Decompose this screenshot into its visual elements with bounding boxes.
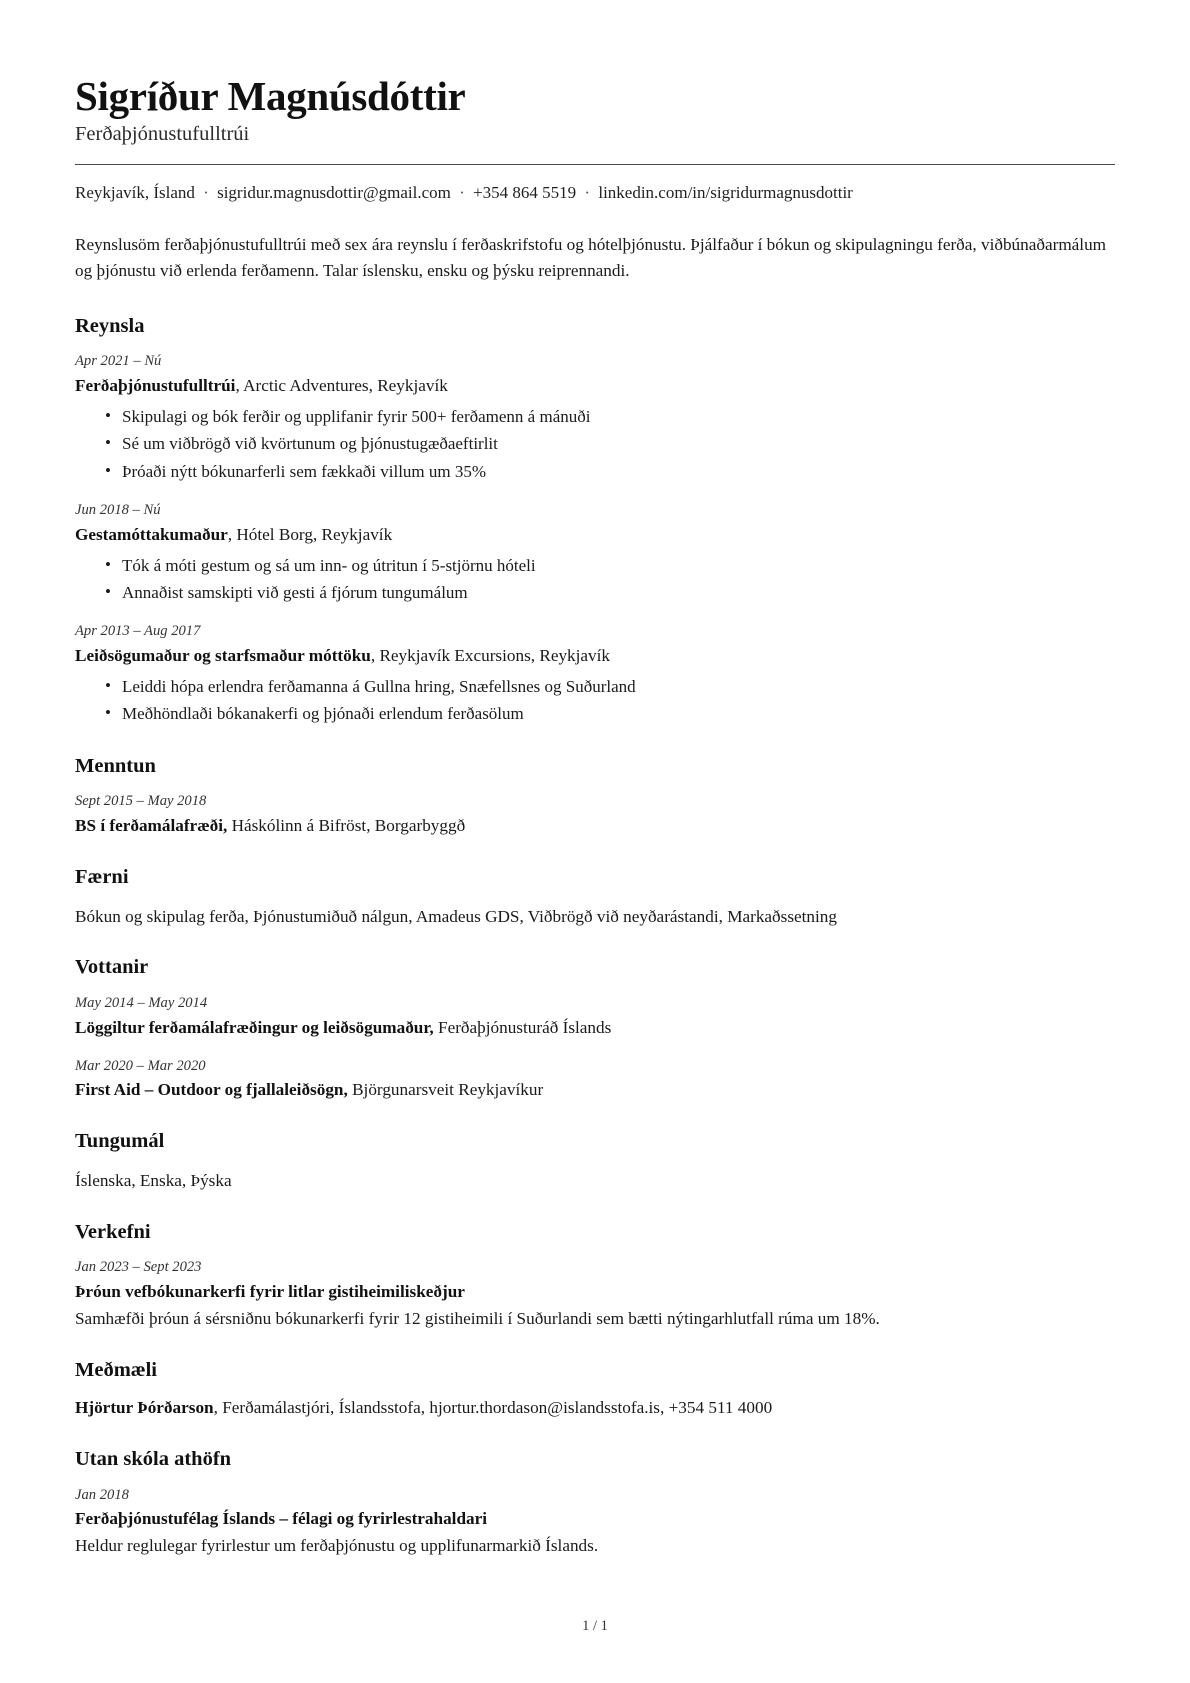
section-heading-certifications: Vottanir (75, 956, 149, 979)
entry-company: , Hótel Borg, Reykjavík (227, 524, 393, 544)
list-item: • Sé um viðbrögð við kvörtunum og þjónustugæðaeftirlit (105, 431, 1115, 457)
extracurricular-entry (75, 1486, 1115, 1559)
entry-company: , Arctic Adventures, Reykjavík (235, 376, 448, 396)
entry-institution: Háskólinn á Bifröst, Borgarbyggð (227, 815, 466, 835)
certification-entry (75, 1057, 1115, 1104)
entry-role: Gestamóttakumaður (75, 524, 228, 544)
entry-date: Jan 2018 (75, 1486, 129, 1503)
section-heading-languages: Tungumál (75, 1130, 165, 1153)
header-divider (75, 164, 1115, 165)
entry-degree: BS í ferðamálafræði, (75, 815, 228, 835)
section-references (75, 1358, 1115, 1422)
entry-title-line (75, 374, 1115, 399)
entry-date: Apr 2013 – Aug 2017 (75, 623, 201, 640)
education-entry (75, 792, 1115, 839)
contact-linkedin[interactable]: linkedin.com/in/sigridurmagnusdottir (598, 182, 853, 202)
list-item: • Leiddi hópa erlendra ferðamanna á Gullna hring, Snæfellsnes og Suðurland (105, 674, 1115, 700)
professional-summary: Reynslusöm ferðaþjónustufulltrúi með sex ára reynslu í ferðaskrifstofu og hótelþjónustu. Þjálfaður í bókun og skipulagningu ferða, viðbúnaðarmálum og þjónustu við erlenda ferðamenn. Talar íslensku, ensku og þýsku reiprennandi. (75, 234, 1107, 280)
entry-title-line (75, 814, 1115, 839)
certification-issuer: Björgunarsveit Reykjavíkur (347, 1080, 544, 1100)
contact-line (75, 181, 1115, 206)
skills-list: Bókun og skipulag ferða, Þjónustumiðuð nálgun, Amadeus GDS, Viðbrögð við neyðarástandi, Markaðssetning (75, 906, 837, 926)
certification-title: Löggiltur ferðamálafræðingur og leiðsögumaður, (75, 1017, 434, 1037)
extracurricular-title (75, 1507, 1115, 1532)
section-heading-references: Meðmæli (75, 1358, 157, 1381)
list-item: • Skipulagi og bók ferðir og upplifanir fyrir 500+ ferðamenn á mánuði (105, 404, 1115, 430)
entry-bullet-list (75, 674, 1115, 728)
page-footer (0, 1618, 1190, 1635)
section-skills (75, 865, 1115, 929)
contact-separator-3: · (584, 182, 591, 202)
page-title: Sigríður Magnúsdóttir (75, 73, 466, 119)
reference-detail: , Ferðamálastjóri, Íslandsstofa, hjortur.thordason@islandsstofa.is, +354 511 4000 (213, 1398, 773, 1418)
entry-role: Ferðaþjónustufulltrúi (75, 376, 236, 396)
contact-phone[interactable]: +354 864 5519 (473, 182, 577, 202)
reference-name: Hjörtur Þórðarson (75, 1398, 214, 1418)
entry-role: Leiðsögumaður og starfsmaður móttöku (75, 646, 371, 666)
experience-entry (75, 622, 1115, 727)
section-heading-projects: Verkefni (75, 1220, 151, 1243)
project-entry (75, 1258, 1115, 1331)
page-indicator: 1 / 1 (582, 1618, 608, 1634)
entry-bullet-list (75, 553, 1115, 607)
section-heading-skills: Færni (75, 865, 129, 888)
languages-list: Íslenska, Enska, Þýska (75, 1170, 232, 1190)
certification-title: First Aid – Outdoor og fjallaleiðsögn, (75, 1080, 348, 1100)
certification-entry (75, 994, 1115, 1041)
section-heading-education: Menntun (75, 754, 156, 777)
extracurricular-description: Heldur reglulegar fyrirlestur um ferðaþjónustu og upplifunarmarkið Íslands. (75, 1536, 599, 1556)
entry-date: Mar 2020 – Mar 2020 (75, 1057, 206, 1074)
professional-headline: Ferðaþjónustufulltrúi (75, 123, 250, 146)
list-item: • Þróaði nýtt bókunarferli sem fækkaði villum um 35% (105, 459, 1115, 485)
entry-date: May 2014 – May 2014 (75, 994, 208, 1011)
project-title-text: Þróun vefbókunarkerfi fyrir litlar gistiheimiliskeðjur (75, 1281, 465, 1301)
section-heading-extracurricular: Utan skóla athöfn (75, 1448, 232, 1471)
entry-date: Jan 2023 – Sept 2023 (75, 1259, 202, 1276)
project-title (75, 1280, 1115, 1305)
entry-bullet-list (75, 404, 1115, 485)
entry-title-line (75, 523, 1115, 548)
entry-date: Sept 2015 – May 2018 (75, 793, 207, 810)
list-item: • Meðhöndlaði bókanakerfi og þjónaði erlendum ferðasölum (105, 701, 1115, 727)
list-item: • Annaðist samskipti við gesti á fjórum tungumálum (105, 580, 1115, 606)
section-heading-experience: Reynsla (75, 314, 145, 337)
certification-issuer: Ferðaþjónusturáð Íslands (433, 1017, 612, 1037)
entry-date: Apr 2021 – Nú (75, 353, 162, 370)
entry-date: Jun 2018 – Nú (75, 502, 161, 519)
contact-separator-2: · (459, 182, 465, 202)
section-extracurricular (75, 1447, 1115, 1559)
contact-separator-1: · (203, 182, 209, 202)
entry-title-line (75, 644, 1115, 669)
experience-entry (75, 501, 1115, 606)
entry-company: , Reykjavík Excursions, Reykjavík (370, 646, 611, 666)
section-experience (75, 314, 1115, 728)
project-description: Samhæfði þróun á sérsniðnu bókunarkerfi fyrir 12 gistiheimili í Suðurlandi sem bætti nýtingarhlutfall rúma um 18%. (75, 1308, 880, 1328)
reference-entry (75, 1396, 1115, 1421)
extracurricular-title-text: Ferðaþjónustufélag Íslands – félagi og fyrirlestrahaldari (75, 1509, 488, 1529)
entry-title-line (75, 1016, 1115, 1041)
section-projects (75, 1220, 1115, 1332)
entry-title-line (75, 1078, 1115, 1103)
contact-location: Reykjavík, Ísland (75, 182, 195, 202)
contact-email[interactable]: sigridur.magnusdottir@gmail.com (217, 182, 451, 202)
section-education (75, 754, 1115, 839)
section-certifications (75, 955, 1115, 1103)
experience-entry (75, 352, 1115, 485)
list-item: • Tók á móti gestum og sá um inn- og útritun í 5-stjörnu hóteli (105, 553, 1115, 579)
section-languages (75, 1129, 1115, 1193)
